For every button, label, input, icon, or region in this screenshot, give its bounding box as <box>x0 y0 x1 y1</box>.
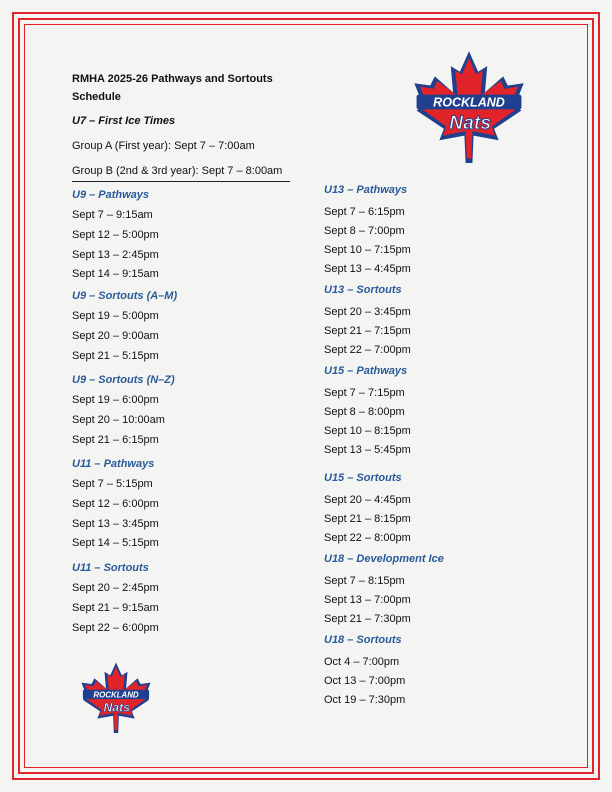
schedule-item: Sept 21 – 9:15am <box>72 601 159 614</box>
schedule-item: Sept 14 – 5:15pm <box>72 537 159 550</box>
schedule-item: Sept 8 – 8:00pm <box>324 406 405 418</box>
schedule-item: Sept 10 – 8:15pm <box>324 425 411 437</box>
section-heading: U11 – Pathways <box>72 458 155 470</box>
schedule-item: Sept 12 – 5:00pm <box>72 228 159 241</box>
schedule-item: Sept 8 – 7:00pm <box>324 225 405 237</box>
schedule-item: Sept 21 – 8:15pm <box>324 513 411 525</box>
section-heading: U18 – Sortouts <box>324 634 402 646</box>
schedule-item: Sept 7 – 9:15am <box>72 209 153 221</box>
section-heading: U9 – Sortouts (A–M) <box>72 290 178 302</box>
maple-leaf-icon <box>80 660 152 734</box>
section-heading: U15 – Sortouts <box>324 472 402 484</box>
schedule-item: Sept 13 – 4:45pm <box>324 263 411 275</box>
section-heading: U11 – Sortouts <box>72 562 149 574</box>
section-heading: U18 – Development Ice <box>324 553 444 565</box>
logo-word-rockland: ROCKLAND <box>433 95 505 110</box>
schedule-item: Oct 4 – 7:00pm <box>324 656 400 668</box>
schedule-item: Sept 20 – 4:45pm <box>324 494 411 506</box>
u7-group-b: Group B (2nd & 3rd year): Sept 7 – 8:00am <box>72 165 283 177</box>
logo-word-rockland: ROCKLAND <box>93 690 139 700</box>
logo-word-nats: Nats <box>103 700 130 715</box>
schedule-item: Sept 22 – 6:00pm <box>72 621 159 634</box>
u7-group-a: Group A (First year): Sept 7 – 7:00am <box>72 140 255 152</box>
page-title-line2: Schedule <box>72 91 121 103</box>
schedule-item: Sept 21 – 5:15pm <box>72 349 159 362</box>
schedule-item: Sept 13 – 2:45pm <box>72 248 159 261</box>
page-title-line1: RMHA 2025-26 Pathways and Sortouts <box>72 73 273 85</box>
schedule-item: Sept 22 – 7:00pm <box>324 344 411 356</box>
rockland-nats-logo <box>412 48 526 164</box>
schedule-item: Sept 13 – 7:00pm <box>324 594 411 606</box>
maple-leaf-icon <box>412 48 526 164</box>
schedule-item: Sept 20 – 3:45pm <box>324 306 411 318</box>
u7-heading: U7 – First Ice Times <box>72 115 176 127</box>
section-heading: U13 – Sortouts <box>324 284 402 296</box>
schedule-item: Sept 20 – 2:45pm <box>72 582 159 594</box>
schedule-item: Oct 13 – 7:00pm <box>324 675 406 687</box>
schedule-item: Sept 7 – 8:15pm <box>324 575 405 587</box>
rockland-nats-logo-small <box>80 660 152 734</box>
section-heading: U9 – Pathways <box>72 189 150 201</box>
schedule-item: Sept 21 – 7:30pm <box>324 613 411 625</box>
schedule-item: Sept 13 – 3:45pm <box>72 517 159 530</box>
section-heading: U9 – Sortouts (N–Z) <box>72 374 175 386</box>
schedule-item: Sept 12 – 6:00pm <box>72 497 159 510</box>
logo-word-nats: Nats <box>449 111 492 134</box>
schedule-item: Sept 19 – 6:00pm <box>72 394 159 406</box>
schedule-item: Sept 14 – 9:15am <box>72 268 159 281</box>
section-divider <box>72 181 290 182</box>
schedule-item: Sept 20 – 10:00am <box>72 413 165 426</box>
schedule-item: Sept 21 – 7:15pm <box>324 325 411 337</box>
schedule-item: Sept 7 – 7:15pm <box>324 387 405 399</box>
schedule-item: Sept 10 – 7:15pm <box>324 244 411 256</box>
schedule-item: Oct 19 – 7:30pm <box>324 694 406 706</box>
section-heading: U15 – Pathways <box>324 365 408 377</box>
schedule-item: Sept 7 – 5:15pm <box>72 478 153 490</box>
schedule-item: Sept 21 – 6:15pm <box>72 433 159 446</box>
schedule-item: Sept 22 – 8:00pm <box>324 532 411 544</box>
schedule-item: Sept 7 – 6:15pm <box>324 206 405 218</box>
schedule-item: Sept 19 – 5:00pm <box>72 310 159 322</box>
section-heading: U13 – Pathways <box>324 184 408 196</box>
schedule-item: Sept 20 – 9:00am <box>72 329 159 342</box>
schedule-item: Sept 13 – 5:45pm <box>324 444 411 456</box>
